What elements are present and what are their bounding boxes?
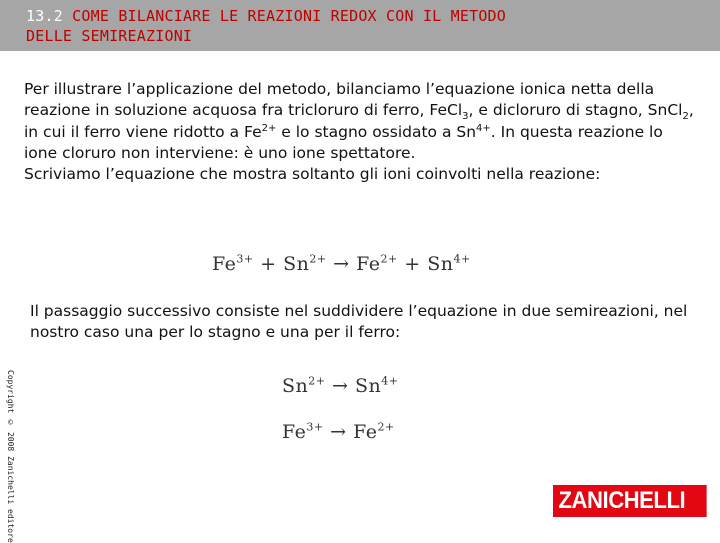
tin-half-reaction: $Sn^{2+} \to Sn^{4+}$: [282, 374, 399, 397]
passage-text: Il passaggio successivo consiste nel suddividere l’equazione in due semireazioni, nel nostro caso una per lo stagno e una per il ferro:: [30, 302, 688, 342]
intro-text: [24, 79, 694, 185]
title-line-2: DELLE SEMIREAZIONI: [26, 27, 193, 45]
copyright-notice: Copyright © 2008 Zanichelli editore: [6, 370, 15, 543]
intro-paragraph-1: Per illustrare l’applicazione del metodo, bilanciamo l’equazione ionica netta della reazione in soluzione acquosa fra tricloruro di ferro, FeCl$_3$, e dicloruro di stagno, SnCl$_2$, in cui il ferro viene ridotto a $Fe^{2+}$ e lo stagno ossidato a $Sn^{4+}$. In questa reazione lo ione cloruro non interviene: è uno ione spettatore.: [24, 80, 694, 162]
slide-header: [0, 0, 720, 51]
iron-half-reaction: $Fe^{3+} \to Fe^{2+}$: [282, 420, 395, 443]
section-number: 13.2: [26, 7, 63, 25]
slide-title: [26, 6, 706, 46]
intro-paragraph-2: Scriviamo l’equazione che mostra soltanto gli ioni coinvolti nella reazione:: [24, 165, 601, 184]
zanichelli-logo: ZANICHELLI: [553, 485, 707, 517]
net-ionic-equation: $Fe^{3+} + Sn^{2+} \to Fe^{2+} + Sn^{4+}$: [212, 252, 471, 275]
title-line-1: COME BILANCIARE LE REAZIONI REDOX CON IL METODO: [72, 7, 507, 25]
